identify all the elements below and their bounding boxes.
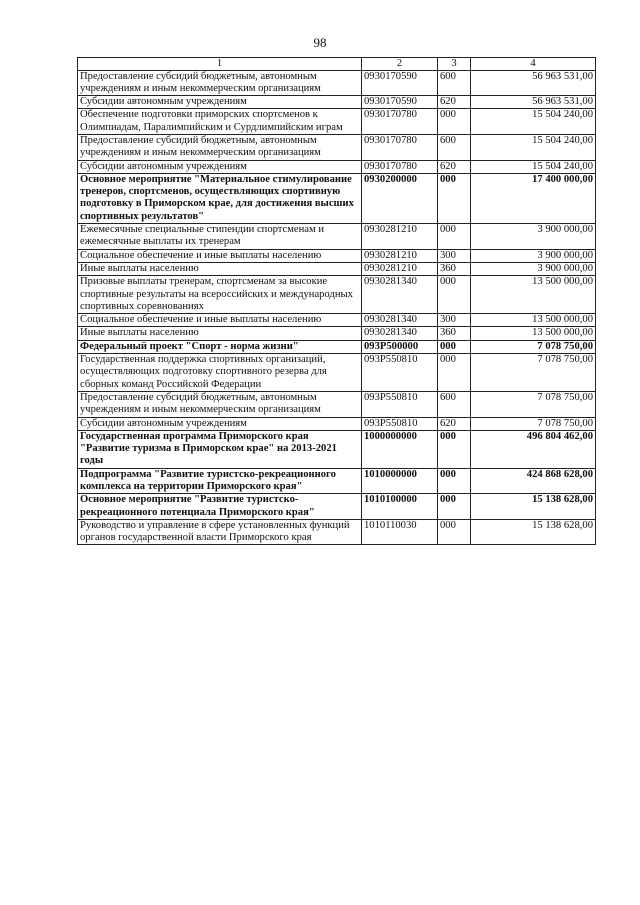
row-name-cell: Федеральный проект "Спорт - норма жизни" <box>78 340 362 353</box>
table-row <box>78 468 596 494</box>
row-name-cell: Предоставление субсидий бюджетным, автономным учреждениям и иным некоммерческим организациям <box>78 391 362 417</box>
row-amount-cell: 56 963 531,00 <box>471 96 596 109</box>
row-name-cell: Подпрограмма "Развитие туристско-рекреационного комплекса на территории Приморского края" <box>78 468 362 494</box>
row-kind-cell: 000 <box>438 430 471 468</box>
row-amount-cell: 13 500 000,00 <box>471 314 596 327</box>
row-kind-cell: 620 <box>438 417 471 430</box>
row-amount-cell: 7 078 750,00 <box>471 417 596 430</box>
row-code-cell: 1010100000 <box>362 494 438 520</box>
row-kind-cell: 300 <box>438 314 471 327</box>
row-amount-cell: 56 963 531,00 <box>471 70 596 96</box>
row-name-cell: Предоставление субсидий бюджетным, автономным учреждениям и иным некоммерческим организациям <box>78 70 362 96</box>
table-row <box>78 276 596 314</box>
row-code-cell: 0930281340 <box>362 276 438 314</box>
row-name-cell: Призовые выплаты тренерам, спортсменам за высокие спортивные результаты на всероссийских и международных спортивных соревнованиях <box>78 276 362 314</box>
table-row <box>78 340 596 353</box>
row-kind-cell: 600 <box>438 391 471 417</box>
table-row <box>78 327 596 340</box>
table-row <box>78 160 596 173</box>
row-amount-cell: 424 868 628,00 <box>471 468 596 494</box>
row-kind-cell: 360 <box>438 327 471 340</box>
row-code-cell: 0930200000 <box>362 173 438 223</box>
row-amount-cell: 15 138 628,00 <box>471 519 596 545</box>
row-amount-cell: 13 500 000,00 <box>471 327 596 340</box>
table-row <box>78 494 596 520</box>
row-kind-cell: 600 <box>438 134 471 160</box>
table-row <box>78 314 596 327</box>
row-code-cell: 1010110030 <box>362 519 438 545</box>
row-name-cell: Основное мероприятие "Материальное стимулирование тренеров, спортсменов, осуществляющих спортивную подготовку в Приморском крае, для достижения высших спортивных результатов" <box>78 173 362 223</box>
row-name-cell: Предоставление субсидий бюджетным, автономным учреждениям и иным некоммерческим организациям <box>78 134 362 160</box>
table-row <box>78 391 596 417</box>
table-row <box>78 417 596 430</box>
row-kind-cell: 000 <box>438 340 471 353</box>
table-row <box>78 70 596 96</box>
row-name-cell: Иные выплаты населению <box>78 327 362 340</box>
row-code-cell: 093P500000 <box>362 340 438 353</box>
row-name-cell: Руководство и управление в сфере установленных функций органов государственной власти Приморского края <box>78 519 362 545</box>
row-name-cell: Обеспечение подготовки приморских спортсменов к Олимпиадам, Паралимпийским и Сурдлимпийским играм <box>78 109 362 135</box>
header-cell-1: 1 <box>78 58 362 71</box>
row-amount-cell: 15 504 240,00 <box>471 134 596 160</box>
row-name-cell: Социальное обеспечение и иные выплаты населению <box>78 314 362 327</box>
row-code-cell: 0930281210 <box>362 224 438 250</box>
row-amount-cell: 3 900 000,00 <box>471 224 596 250</box>
row-kind-cell: 000 <box>438 224 471 250</box>
row-amount-cell: 15 504 240,00 <box>471 160 596 173</box>
row-code-cell: 0930170780 <box>362 109 438 135</box>
row-code-cell: 0930170780 <box>362 134 438 160</box>
table-body <box>78 70 596 545</box>
row-kind-cell: 000 <box>438 468 471 494</box>
row-code-cell: 1010000000 <box>362 468 438 494</box>
row-kind-cell: 620 <box>438 160 471 173</box>
table-row <box>78 109 596 135</box>
row-name-cell: Субсидии автономным учреждениям <box>78 96 362 109</box>
row-code-cell: 0930281340 <box>362 327 438 340</box>
header-cell-2: 2 <box>362 58 438 71</box>
table-row <box>78 430 596 468</box>
table-row <box>78 224 596 250</box>
row-code-cell: 0930281210 <box>362 262 438 275</box>
row-name-cell: Социальное обеспечение и иные выплаты населению <box>78 249 362 262</box>
row-code-cell: 093P550810 <box>362 417 438 430</box>
row-code-cell: 0930281340 <box>362 314 438 327</box>
row-kind-cell: 000 <box>438 354 471 392</box>
budget-table <box>77 57 596 545</box>
table-header-row <box>78 58 596 71</box>
row-code-cell: 1000000000 <box>362 430 438 468</box>
row-amount-cell: 7 078 750,00 <box>471 340 596 353</box>
row-name-cell: Ежемесячные специальные стипендии спортсменам и ежемесячные выплаты их тренерам <box>78 224 362 250</box>
row-kind-cell: 000 <box>438 494 471 520</box>
row-kind-cell: 000 <box>438 109 471 135</box>
row-kind-cell: 300 <box>438 249 471 262</box>
row-kind-cell: 000 <box>438 173 471 223</box>
row-name-cell: Государственная программа Приморского края "Развитие туризма в Приморском крае" на 2013-2021 годы <box>78 430 362 468</box>
row-amount-cell: 17 400 000,00 <box>471 173 596 223</box>
row-name-cell: Государственная поддержка спортивных организаций, осуществляющих подготовку спортивного резерва для сборных команд Российской Федерации <box>78 354 362 392</box>
row-name-cell: Субсидии автономным учреждениям <box>78 160 362 173</box>
row-name-cell: Субсидии автономным учреждениям <box>78 417 362 430</box>
row-kind-cell: 620 <box>438 96 471 109</box>
row-amount-cell: 496 804 462,00 <box>471 430 596 468</box>
row-kind-cell: 600 <box>438 70 471 96</box>
row-name-cell: Основное мероприятие "Развитие туристско-рекреационного потенциала Приморского края" <box>78 494 362 520</box>
row-amount-cell: 13 500 000,00 <box>471 276 596 314</box>
row-code-cell: 093P550810 <box>362 354 438 392</box>
row-kind-cell: 000 <box>438 519 471 545</box>
row-amount-cell: 7 078 750,00 <box>471 354 596 392</box>
row-code-cell: 0930281210 <box>362 249 438 262</box>
row-amount-cell: 7 078 750,00 <box>471 391 596 417</box>
table-row <box>78 519 596 545</box>
table-row <box>78 134 596 160</box>
table-row <box>78 96 596 109</box>
table-row <box>78 262 596 275</box>
row-kind-cell: 000 <box>438 276 471 314</box>
row-code-cell: 0930170590 <box>362 70 438 96</box>
row-amount-cell: 15 504 240,00 <box>471 109 596 135</box>
table-row <box>78 173 596 223</box>
row-amount-cell: 3 900 000,00 <box>471 249 596 262</box>
row-name-cell: Иные выплаты населению <box>78 262 362 275</box>
row-code-cell: 093P550810 <box>362 391 438 417</box>
row-kind-cell: 360 <box>438 262 471 275</box>
table-row <box>78 354 596 392</box>
header-cell-4: 4 <box>471 58 596 71</box>
row-code-cell: 0930170780 <box>362 160 438 173</box>
row-amount-cell: 15 138 628,00 <box>471 494 596 520</box>
table-row <box>78 249 596 262</box>
row-amount-cell: 3 900 000,00 <box>471 262 596 275</box>
row-code-cell: 0930170590 <box>362 96 438 109</box>
page-number: 98 <box>313 35 327 50</box>
header-cell-3: 3 <box>438 58 471 71</box>
